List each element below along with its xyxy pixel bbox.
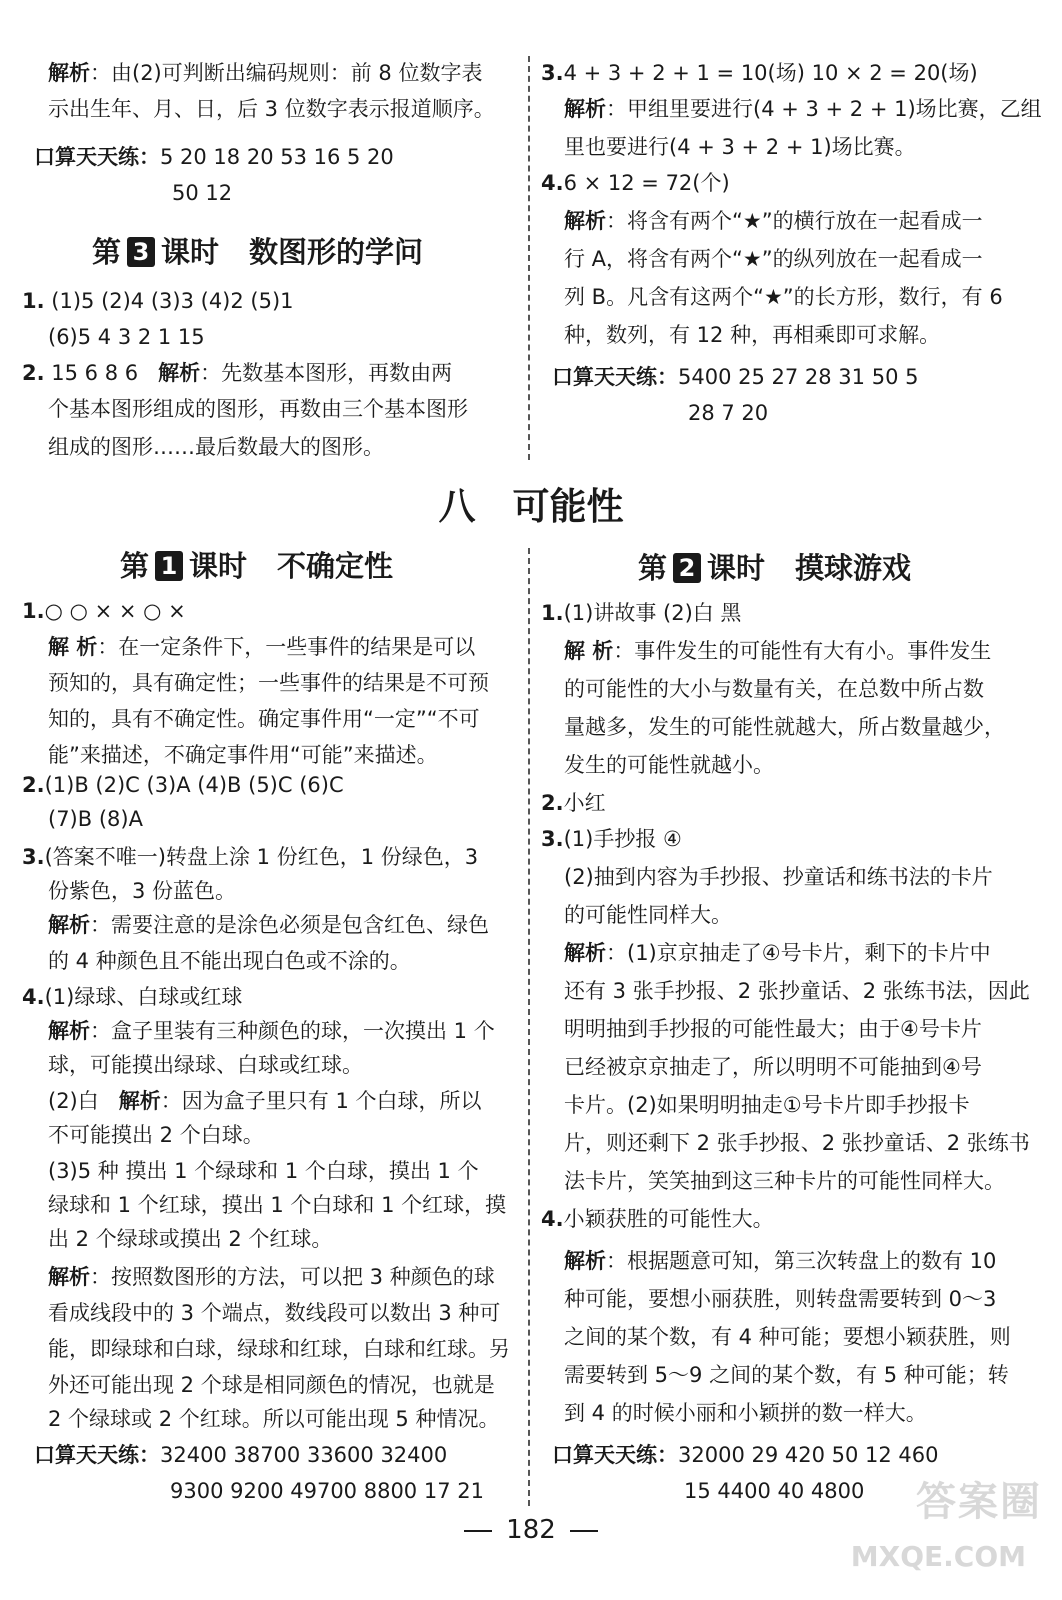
dash-right bbox=[570, 1530, 598, 1532]
watermark-logo: 答案圈 bbox=[916, 1479, 1042, 1525]
question-number: 1. bbox=[541, 601, 564, 625]
text-line: 已经被京京抽走了，所以明明不可能抽到④号 bbox=[564, 1055, 982, 1079]
kousuan-label: 口算天天练： bbox=[34, 145, 160, 169]
question-4 bbox=[541, 1204, 774, 1234]
analysis-line bbox=[48, 910, 489, 940]
text-line: 外还可能出现 2 个球是相同颜色的情况，也就是 bbox=[48, 1373, 495, 1397]
answer-line: 的可能性同样大。 bbox=[564, 903, 732, 927]
lesson-number-badge: 2 bbox=[673, 553, 701, 583]
analysis-label: 解析 bbox=[564, 941, 606, 965]
analysis-label: 解析 bbox=[48, 1019, 90, 1043]
column-divider bbox=[528, 548, 530, 1506]
answer: 小颖获胜的可能性大。 bbox=[563, 1207, 774, 1231]
analysis-line bbox=[564, 206, 983, 236]
text: ：按照数图形的方法，可以把 3 种颜色的球 bbox=[90, 1265, 495, 1289]
question-number: 4. bbox=[22, 985, 45, 1009]
text-line: 到 4 的时候小丽和小颖拼的数一样大。 bbox=[564, 1401, 927, 1425]
analysis-line bbox=[564, 1246, 996, 1276]
text-line: 看成线段中的 3 个端点，数线段可以数出 3 种可 bbox=[48, 1301, 501, 1325]
chapter-title: 八 可能性 bbox=[438, 485, 624, 528]
text-line: 球，可能摸出绿球、白球或红球。 bbox=[48, 1053, 363, 1077]
text-line: 2 个绿球或 2 个红球。所以可能出现 5 种情况。 bbox=[48, 1407, 500, 1431]
text-line: 能”来描述，不确定事件用“可能”来描述。 bbox=[48, 743, 438, 767]
text: ：在一定条件下，一些事件的结果是可以 bbox=[97, 635, 476, 659]
text-line: 卡片。(2)如果明明抽走①号卡片即手抄报卡 bbox=[564, 1093, 970, 1117]
analysis-line bbox=[564, 636, 991, 666]
question-number: 2. bbox=[22, 361, 45, 385]
answer: (答案不唯一)转盘上涂 1 份红色，1 份绿色，3 bbox=[44, 845, 479, 869]
kousuan-values: 5400 25 27 28 31 50 5 bbox=[678, 365, 919, 389]
lesson-number-badge: 3 bbox=[127, 237, 155, 267]
analysis-label: 解析 bbox=[158, 361, 201, 385]
analysis-label: 解析 bbox=[564, 1249, 606, 1273]
text-line: 不可能摸出 2 个白球。 bbox=[48, 1123, 264, 1147]
kousuan-values: 15 4400 40 4800 bbox=[684, 1479, 865, 1503]
heading-prefix: 第 bbox=[92, 235, 122, 269]
analysis-label: 解析 bbox=[48, 913, 90, 937]
answer-line: (7)B (8)A bbox=[48, 807, 143, 831]
question-number: 1. bbox=[22, 599, 45, 623]
text-line: 知的，具有不确定性。确定事件用“一定”“不可 bbox=[48, 707, 480, 731]
analysis-line bbox=[564, 94, 1042, 124]
kousuan-line bbox=[34, 142, 394, 172]
text-line: 发生的可能性就越小。 bbox=[564, 753, 774, 777]
analysis-label: 解 析 bbox=[48, 635, 98, 659]
text: ：(1)京京抽走了④号卡片，剩下的卡片中 bbox=[606, 941, 991, 965]
text-line: 组成的图形……最后数最大的图形。 bbox=[48, 435, 384, 459]
column-divider bbox=[528, 56, 530, 460]
analysis-label: 解析 bbox=[564, 209, 606, 233]
answer: 15 6 8 6 bbox=[51, 361, 139, 385]
answer: 6 × 12 = 72(个) bbox=[563, 171, 730, 195]
answer: 4 + 3 + 2 + 1 = 10(场) 10 × 2 = 20(场) bbox=[563, 61, 978, 85]
answer: (2)白 bbox=[48, 1089, 99, 1113]
kousuan-label: 口算天天练： bbox=[34, 1443, 160, 1467]
text: ：甲组里要进行(4 + 3 + 2 + 1)场比赛，乙组 bbox=[606, 97, 1042, 121]
question-number: 2. bbox=[22, 773, 45, 797]
text-line: 的 4 种颜色且不能出现白色或不涂的。 bbox=[48, 949, 411, 973]
kousuan-values: 32400 38700 33600 32400 bbox=[160, 1443, 448, 1467]
question-number: 2. bbox=[541, 791, 564, 815]
answer: (1)B (2)C (3)A (4)B (5)C (6)C bbox=[44, 773, 344, 797]
lesson-1-heading bbox=[120, 546, 393, 586]
lesson-title: 不确定性 bbox=[277, 549, 394, 583]
text-line: 里也要进行(4 + 3 + 2 + 1)场比赛。 bbox=[564, 135, 916, 159]
question-number: 4. bbox=[541, 1207, 564, 1231]
text: ：盒子里装有三种颜色的球，一次摸出 1 个 bbox=[90, 1019, 495, 1043]
text-line: 种可能，要想小丽获胜，则转盘需要转到 0～3 bbox=[564, 1287, 997, 1311]
question-number: 1. bbox=[22, 289, 45, 313]
watermark-url: MXQE.COM bbox=[850, 1540, 1026, 1573]
answer: (1)讲故事 (2)白 黑 bbox=[563, 601, 742, 625]
text-line: 能，即绿球和白球，绿球和红球，白球和红球。另 bbox=[48, 1337, 510, 1361]
text-line: 法卡片，笑笑抽到这三种卡片的可能性同样大。 bbox=[564, 1169, 1005, 1193]
question-3 bbox=[541, 58, 978, 88]
heading-suffix: 课时 bbox=[189, 549, 248, 583]
kousuan-values: 50 12 bbox=[172, 181, 233, 205]
text-line: 的可能性的大小与数量有关，在总数中所占数 bbox=[564, 677, 984, 701]
text-line: 预知的，具有确定性；一些事件的结果是不可预 bbox=[48, 671, 489, 695]
kousuan-line bbox=[552, 1440, 939, 1470]
answer: (1)5 (2)4 (3)3 (4)2 (5)1 bbox=[51, 289, 294, 313]
question-2 bbox=[541, 788, 606, 818]
answer-line: (2)抽到内容为手抄报、抄童话和练书法的卡片 bbox=[564, 865, 993, 889]
kousuan-values: 9300 9200 49700 8800 17 21 bbox=[170, 1479, 484, 1503]
question-4 bbox=[541, 168, 730, 198]
analysis-label: 解析 bbox=[48, 61, 90, 85]
question-4 bbox=[22, 982, 242, 1012]
heading-prefix: 第 bbox=[638, 551, 668, 585]
answer: (1)手抄报 ④ bbox=[563, 827, 682, 851]
kousuan-label: 口算天天练： bbox=[552, 365, 678, 389]
text-line: 示出生年、月、日，后 3 位数字表示报道顺序。 bbox=[48, 97, 495, 121]
analysis-line bbox=[48, 1262, 495, 1292]
text-line: 列 B。凡含有这两个“★”的长方形，数行，有 6 bbox=[564, 285, 1003, 309]
answer: ○ ○ × × ○ × bbox=[44, 599, 186, 623]
text-line: 行 A，将含有两个“★”的纵列放在一起看成一 bbox=[564, 247, 983, 271]
analysis-label: 解 析 bbox=[564, 639, 614, 663]
text: ：事件发生的可能性有大有小。事件发生 bbox=[613, 639, 992, 663]
lesson-title: 摸球游戏 bbox=[795, 551, 912, 585]
kousuan-values: 5 20 18 20 53 16 5 20 bbox=[160, 145, 394, 169]
analysis-line bbox=[564, 938, 991, 968]
text: ：根据题意可知，第三次转盘上的数有 10 bbox=[606, 1249, 997, 1273]
question-number: 4. bbox=[541, 171, 564, 195]
text-line: 片，则还剩下 2 张手抄报、2 张抄童话、2 张练书 bbox=[564, 1131, 1030, 1155]
text-line: 量越多，发生的可能性就越大，所占数量越少， bbox=[564, 715, 1005, 739]
page-number-text: 182 bbox=[506, 1515, 556, 1545]
text-line: 明明抽到手抄报的可能性最大；由于④号卡片 bbox=[564, 1017, 982, 1041]
question-1 bbox=[541, 598, 741, 628]
analysis-label: 解析 bbox=[48, 1265, 90, 1289]
lesson-number-badge: 1 bbox=[155, 551, 183, 581]
text-line: 出 2 个绿球或摸出 2 个红球。 bbox=[48, 1227, 333, 1251]
kousuan-values: 28 7 20 bbox=[688, 401, 769, 425]
text-line: 需要转到 5～9 之间的某个数，有 5 种可能；转 bbox=[564, 1363, 1009, 1387]
question-1 bbox=[22, 596, 186, 626]
answer-line bbox=[48, 1086, 482, 1116]
answer-line: (6)5 4 3 2 1 15 bbox=[48, 325, 205, 349]
kousuan-line bbox=[34, 1440, 447, 1470]
heading-prefix: 第 bbox=[120, 549, 150, 583]
question-number: 3. bbox=[22, 845, 45, 869]
text-line: 种，数列，有 12 种，再相乘即可求解。 bbox=[564, 323, 941, 347]
kousuan-line bbox=[552, 362, 918, 392]
analysis-label: 解析 bbox=[118, 1089, 161, 1113]
question-2 bbox=[22, 358, 452, 388]
text-line: 个基本图形组成的图形，再数由三个基本图形 bbox=[48, 397, 468, 421]
kousuan-label: 口算天天练： bbox=[552, 1443, 678, 1467]
lesson-2-heading bbox=[638, 548, 911, 588]
answer-line: 份紫色，3 份蓝色。 bbox=[48, 879, 237, 903]
dash-left bbox=[464, 1530, 492, 1532]
question-3 bbox=[22, 842, 478, 872]
text-line: 还有 3 张手抄报、2 张抄童话、2 张练书法，因此 bbox=[564, 979, 1030, 1003]
analysis-label: 解析 bbox=[564, 97, 606, 121]
lesson-title: 数图形的学问 bbox=[249, 235, 424, 269]
answer: (1)绿球、白球或红球 bbox=[44, 985, 243, 1009]
text: ：因为盒子里只有 1 个白球，所以 bbox=[160, 1089, 482, 1113]
question-number: 3. bbox=[541, 61, 564, 85]
question-3 bbox=[541, 824, 682, 854]
text-line: (3)5 种 摸出 1 个绿球和 1 个白球，摸出 1 个 bbox=[48, 1159, 479, 1183]
text: ：需要注意的是涂色必须是包含红色、绿色 bbox=[90, 913, 489, 937]
text-line: 绿球和 1 个红球，摸出 1 个白球和 1 个红球，摸 bbox=[48, 1193, 507, 1217]
question-2 bbox=[22, 770, 344, 800]
analysis-line bbox=[48, 1016, 495, 1046]
analysis-line bbox=[48, 58, 482, 88]
analysis-line bbox=[48, 632, 475, 662]
text: ：由(2)可判断出编码规则：前 8 位数字表 bbox=[90, 61, 483, 85]
heading-suffix: 课时 bbox=[161, 235, 220, 269]
kousuan-values: 32000 29 420 50 12 460 bbox=[678, 1443, 939, 1467]
question-number: 3. bbox=[541, 827, 564, 851]
heading-suffix: 课时 bbox=[707, 551, 766, 585]
text: ：将含有两个“★”的横行放在一起看成一 bbox=[606, 209, 983, 233]
text: ：先数基本图形，再数由两 bbox=[200, 361, 453, 385]
question-1 bbox=[22, 286, 294, 316]
answer: 小红 bbox=[563, 791, 606, 815]
lesson-3-heading bbox=[92, 232, 423, 272]
text-line: 之间的某个数，有 4 种可能；要想小颖获胜，则 bbox=[564, 1325, 1011, 1349]
